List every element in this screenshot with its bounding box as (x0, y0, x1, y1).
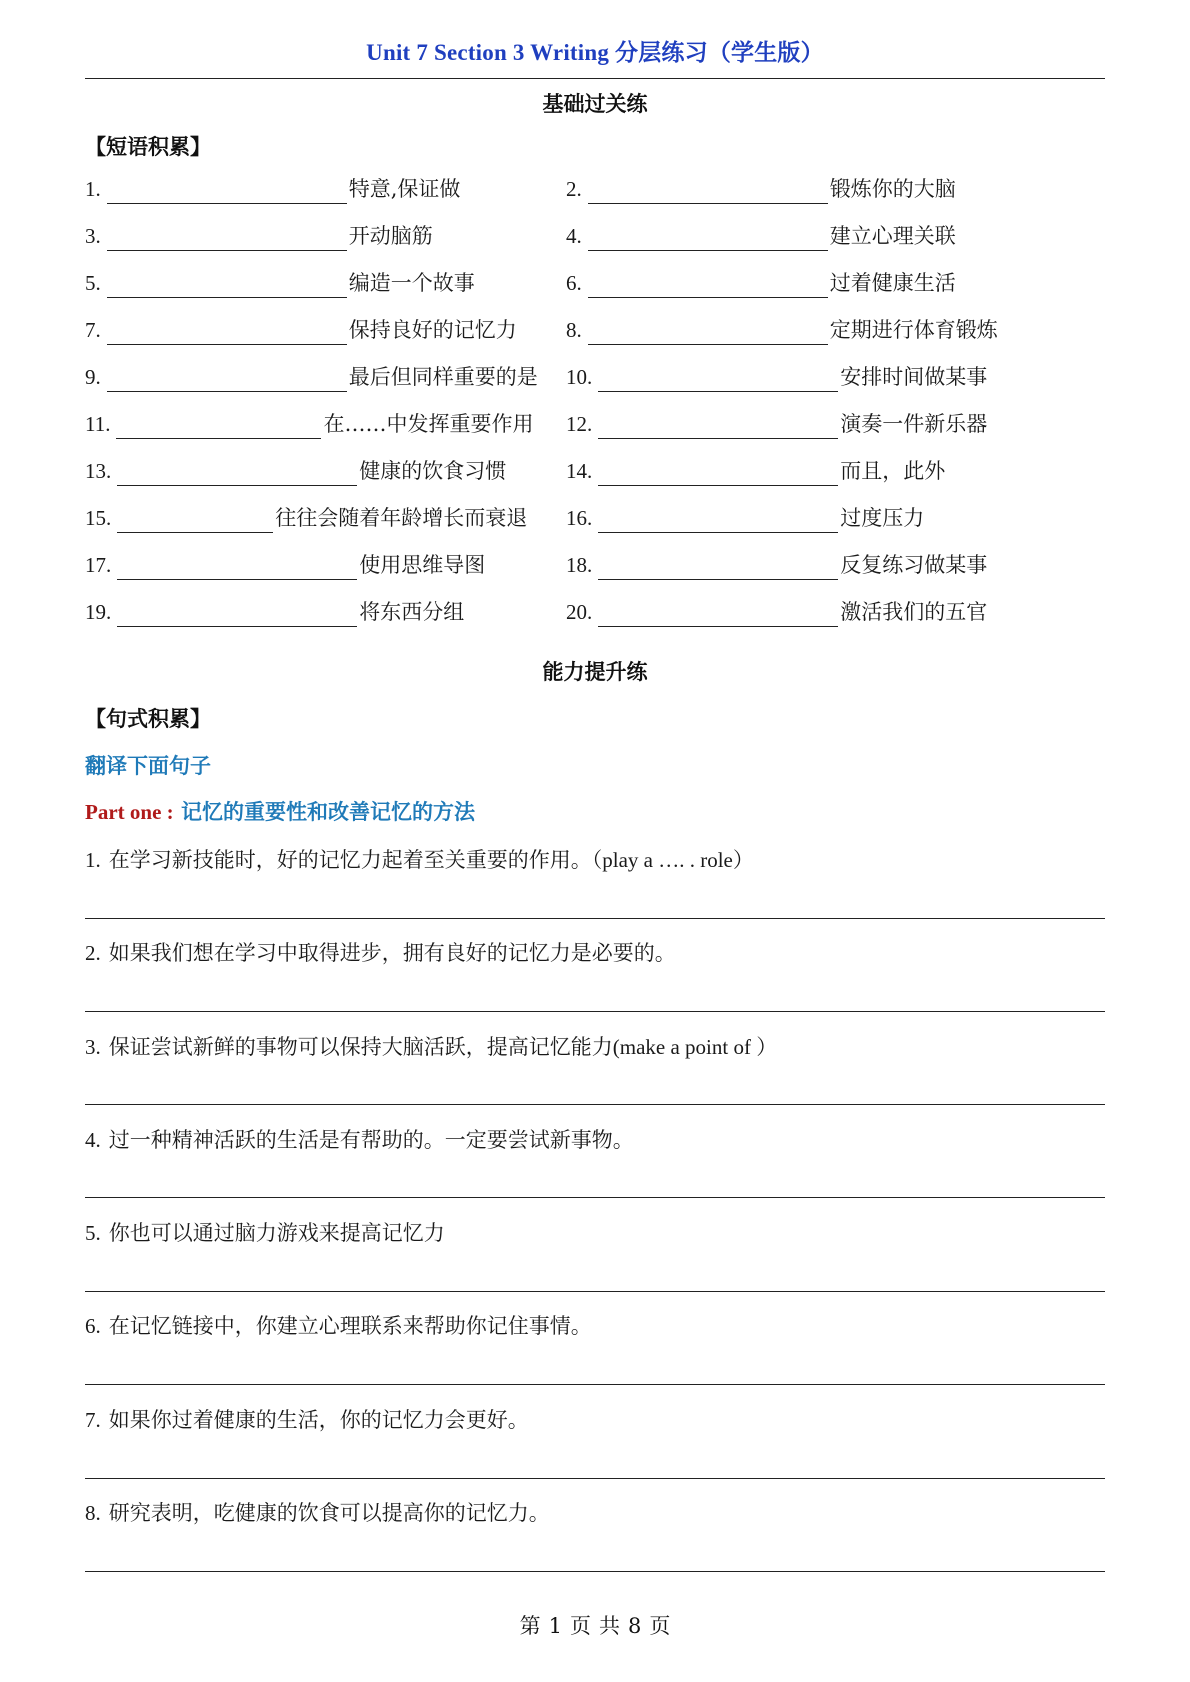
phrase-item: 9. 最后但同样重要的是 (85, 362, 538, 392)
phrase-item: 10. 安排时间做某事 (566, 362, 987, 392)
phrase-item: 7. 保持良好的记忆力 (85, 315, 517, 345)
translation-sentence: 2. 如果我们想在学习中取得进步，拥有良好的记忆力是必要的。 (85, 941, 676, 965)
answer-line[interactable] (85, 1197, 1105, 1198)
phrase-item: 16. 过度压力 (566, 503, 924, 533)
part-title: 记忆的重要性和改善记忆的方法 (180, 799, 475, 824)
answer-blank[interactable] (598, 508, 838, 533)
answer-line[interactable] (85, 1478, 1105, 1479)
phrase-item: 2. 锻炼你的大脑 (566, 174, 956, 204)
page-footer: 第 1 页 共 8 页 (519, 1614, 671, 1638)
phrase-item: 12. 演奏一件新乐器 (566, 409, 987, 439)
answer-blank[interactable] (117, 602, 357, 627)
translation-sentence: 8. 研究表明，吃健康的饮食可以提高你的记忆力。 (85, 1501, 550, 1525)
answer-blank[interactable] (598, 555, 838, 580)
answer-line[interactable] (85, 1571, 1105, 1572)
phrase-item: 4. 建立心理关联 (566, 221, 956, 251)
total-page-count: 8 (628, 1614, 642, 1638)
phrase-item: 18. 反复练习做某事 (566, 550, 987, 580)
answer-blank[interactable] (107, 367, 347, 392)
answer-blank[interactable] (598, 602, 838, 627)
answer-blank[interactable] (116, 414, 321, 439)
answer-blank[interactable] (598, 367, 838, 392)
answer-blank[interactable] (598, 414, 838, 439)
answer-blank[interactable] (107, 273, 347, 298)
translation-sentence: 3. 保证尝试新鲜的事物可以保持大脑活跃，提高记忆能力(make a point of ） (85, 1035, 778, 1059)
phrase-item: 14. 而且，此外 (566, 456, 945, 486)
sentence-heading: 【句式积累】 (85, 706, 211, 731)
answer-line[interactable] (85, 1011, 1105, 1012)
translation-sentence: 4. 过一种精神活跃的生活是有帮助的。一定要尝试新事物。 (85, 1128, 634, 1152)
answer-blank[interactable] (107, 320, 347, 345)
answer-blank[interactable] (588, 320, 828, 345)
section-heading-advanced: 能力提升练 (542, 659, 648, 684)
answer-blank[interactable] (588, 273, 828, 298)
phrase-item: 20. 激活我们的五官 (566, 597, 987, 627)
phrase-item: 11. 在……中发挥重要作用 (85, 409, 533, 439)
phrase-item: 8. 定期进行体育锻炼 (566, 315, 998, 345)
answer-blank[interactable] (117, 555, 357, 580)
answer-blank[interactable] (588, 226, 828, 251)
phrase-item: 17. 使用思维导图 (85, 550, 485, 580)
phrase-item: 5. 编造一个故事 (85, 268, 475, 298)
answer-blank[interactable] (107, 179, 347, 204)
part-one-label (85, 796, 475, 826)
translation-sentence: 7. 如果你过着健康的生活，你的记忆力会更好。 (85, 1408, 529, 1432)
phrase-item: 15. 往往会随着年龄增长而衰退 (85, 503, 527, 533)
answer-blank[interactable] (107, 226, 347, 251)
section-heading-basic: 基础过关练 (542, 91, 648, 116)
phrase-item: 6. 过着健康生活 (566, 268, 956, 298)
answer-line[interactable] (85, 1104, 1105, 1105)
answer-blank[interactable] (117, 461, 357, 486)
answer-line[interactable] (85, 918, 1105, 919)
translate-instruction: 翻译下面句子 (85, 753, 211, 778)
answer-line[interactable] (85, 1384, 1105, 1385)
phrase-item: 19. 将东西分组 (85, 597, 464, 627)
phrase-item: 3. 开动脑筋 (85, 221, 433, 251)
answer-blank[interactable] (598, 461, 838, 486)
answer-blank[interactable] (588, 179, 828, 204)
phrase-item: 1. 特意,保证做 (85, 174, 460, 204)
translation-sentence: 6. 在记忆链接中，你建立心理联系来帮助你记住事情。 (85, 1314, 592, 1338)
answer-line[interactable] (85, 1291, 1105, 1292)
phrase-heading: 【短语积累】 (85, 134, 211, 159)
header-divider (85, 78, 1105, 79)
phrase-item: 13. 健康的饮食习惯 (85, 456, 506, 486)
translation-sentence: 1. 在学习新技能时，好的记忆力起着至关重要的作用。（play a …. . role） (85, 848, 754, 872)
translation-sentence: 5. 你也可以通过脑力游戏来提高记忆力 (85, 1221, 445, 1245)
document-header-title: Unit 7 Section 3 Writing 分层练习（学生版） (366, 40, 824, 65)
current-page-number: 1 (548, 1614, 562, 1638)
part-number: Part one : (85, 800, 174, 824)
answer-blank[interactable] (117, 508, 273, 533)
